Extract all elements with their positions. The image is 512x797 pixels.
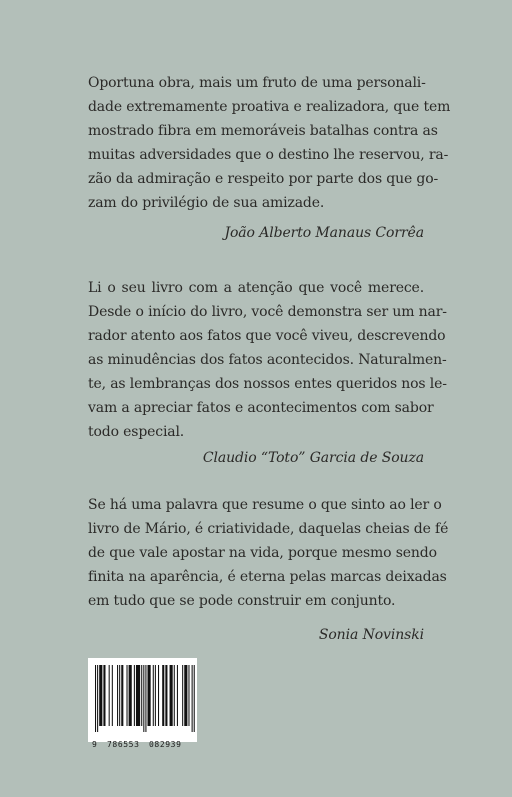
barcode-bar <box>99 665 102 726</box>
barcode-guard-bar <box>97 665 98 732</box>
text-line: em tudo que se pode construir em conjunto. <box>88 593 396 609</box>
barcode-bar <box>121 665 123 726</box>
text-line: te, as lembranças dos nossos entes queridos nos le- <box>88 376 447 392</box>
text-line: mostrado fibra em memoráveis batalhas contra as <box>88 123 438 139</box>
testimonial-text <box>88 493 449 613</box>
barcode-bar <box>136 665 140 726</box>
barcode-bar <box>177 665 178 726</box>
testimonial-2 <box>88 276 447 470</box>
barcode-bar <box>103 665 105 726</box>
barcode-bar <box>117 665 118 726</box>
barcode-bar <box>141 665 142 726</box>
testimonial-author: Sonia Novinski <box>318 627 424 643</box>
isbn-barcode <box>88 658 197 749</box>
text-line: muitas adversidades que o destino lhe reservou, ra- <box>88 147 449 163</box>
barcode-bar <box>127 665 128 726</box>
barcode-bar <box>155 665 156 726</box>
testimonial-text <box>88 71 451 215</box>
text-line: Desde o início do livro, você demonstra ser um nar- <box>88 304 447 320</box>
text-line: livro de Mário, é criatividade, daquelas cheias de fé <box>88 521 449 537</box>
text-line: todo especial. <box>88 424 185 440</box>
barcode-bar <box>184 665 187 726</box>
text-line: vam a apreciar fatos e acontecimentos com sabor <box>88 400 434 416</box>
barcode-left-group: 786553 <box>107 740 140 749</box>
barcode-bar <box>119 665 120 726</box>
testimonial-author: João Alberto Manaus Corrêa <box>224 225 424 241</box>
barcode-bar <box>158 665 159 726</box>
text-line: de que vale apostar na vida, porque mesmo sendo <box>88 545 437 561</box>
testimonial-text <box>88 276 447 444</box>
barcode-bar <box>129 665 132 726</box>
testimonial-author: Claudio “Toto” Garcia de Souza <box>202 450 424 466</box>
text-line: Oportuna obra, mais um fruto de uma personali- <box>88 75 426 91</box>
barcode-guard-bar <box>145 665 146 732</box>
barcode-bar <box>182 665 183 726</box>
barcode-bar <box>188 665 189 726</box>
text-line: as minudências dos fatos acontecidos. Naturalmen- <box>88 352 447 368</box>
barcode-guard-bar <box>194 665 195 732</box>
barcode-bar <box>174 665 175 726</box>
barcode-bar <box>112 665 113 726</box>
text-line: Se há uma palavra que resume o que sinto ao ler o <box>88 497 442 513</box>
barcode-bar <box>153 665 154 726</box>
barcode-bar <box>170 665 173 726</box>
barcode-bar <box>162 665 164 726</box>
text-line: zão da admiração e respeito por parte dos que go- <box>88 171 439 187</box>
barcode-guard-bar <box>192 665 193 732</box>
text-line: zam do privilégio de sua amizade. <box>88 195 325 211</box>
text-line: finita na aparência, é eterna pelas marcas deixadas <box>88 569 447 585</box>
barcode-bar <box>134 665 135 726</box>
barcode-guard-bar <box>95 665 96 732</box>
testimonial-1 <box>88 71 451 245</box>
barcode-guard-bar <box>143 665 144 732</box>
barcode-bars <box>88 658 197 732</box>
barcode-lead-digit: 9 <box>92 740 97 749</box>
barcode-bar <box>109 665 110 726</box>
barcode-bar <box>148 665 151 726</box>
testimonial-3 <box>88 493 449 647</box>
barcode-bar <box>165 665 167 726</box>
text-line: dade extremamente proativa e realizadora, que tem <box>88 99 451 115</box>
text-line: Li o seu livro com a atenção que você merece. <box>88 280 424 296</box>
barcode-right-group: 082939 <box>149 740 182 749</box>
text-line: rador atento aos fatos que você viveu, descrevendo <box>88 328 446 344</box>
